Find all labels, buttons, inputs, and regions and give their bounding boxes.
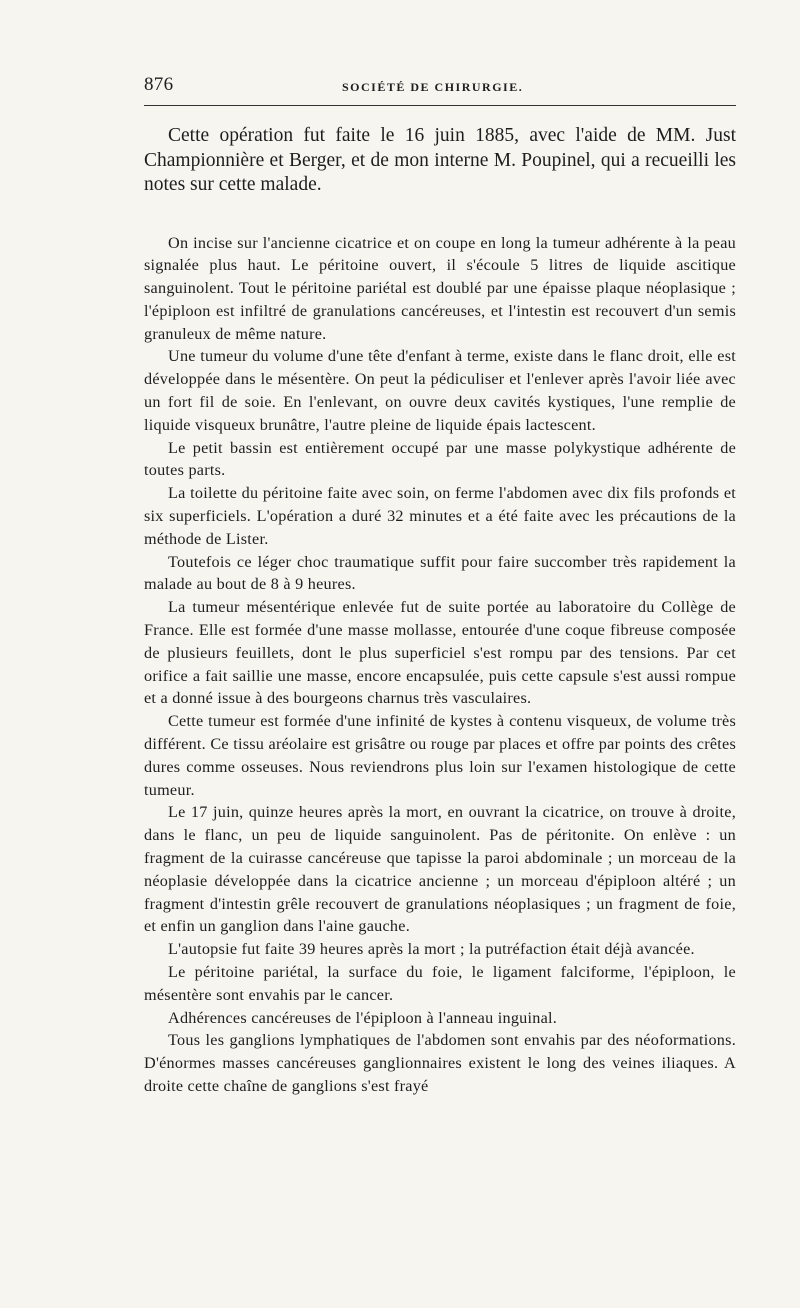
header-rule: [144, 105, 736, 106]
paragraph-8: Le 17 juin, quinze heures après la mort, en ouvrant la cicatrice, on trouve à droite, dans le flanc, un peu de liquide sanguinolent. Pas de péritonite. On enlève : un fragment de la cuirasse cancéreuse que tapisse la paroi abdominale ; un morceau de la néoplasie développée dans la cicatrice ancienne ; un morceau d'épiploon altéré ; un fragment d'intestin grêle recouvert de granulations néoplasiques ; un fragment de foie, et enfin un ganglion dans l'aine gauche.: [144, 803, 736, 936]
paragraph-3: Le petit bassin est entièrement occupé par une masse polykystique adhérente de toutes parts.: [144, 438, 736, 480]
running-head: SOCIÉTÉ DE CHIRURGIE.: [342, 80, 524, 94]
paragraph-6: La tumeur mésentérique enlevée fut de suite portée au laboratoire du Collège de France. Elle est formée d'une masse mollasse, entourée d'une coque fibreuse composée de plusieurs feuillets, dont le plus superficiel s'est rompu par des tensions. Par cet orifice a fait saillie une masse, encore encapsulée, puis cette capsule s'est aussi rompue et a donné issue à des bourgeons charnus très vasculaires.: [144, 598, 736, 708]
paragraph-2: Une tumeur du volume d'une tête d'enfant à terme, existe dans le flanc droit, elle est développée dans le mésentère. On peut la pédiculiser et l'enlever après l'avoir liée avec un fort fil de soie. En l'enlevant, on ouvre deux cavités kystiques, l'une remplie de liquide visqueux brunâtre, l'autre pleine de liquide épais lactescent.: [144, 347, 736, 434]
paragraph-11: Adhérences cancéreuses de l'épiploon à l'anneau inguinal.: [168, 1008, 558, 1027]
lead-paragraph: Cette opération fut faite le 16 juin 1885, avec l'aide de MM. Just Championnière et Berger, et de mon interne M. Poupinel, qui a recueilli les notes sur cette malade.: [144, 125, 736, 195]
paragraph-9: L'autopsie fut faite 39 heures après la mort ; la putréfaction était déjà avancée.: [168, 940, 695, 959]
paragraph-7: Cette tumeur est formée d'une infinité de kystes à contenu visqueux, de volume très différent. Ce tissu aréolaire est grisâtre ou rouge par places et offre par points des crêtes dures comme osseuses. Nous reviendrons plus loin sur l'examen histologique de cette tumeur.: [144, 712, 736, 799]
page-number: 876: [144, 74, 174, 95]
paragraph-5: Toutefois ce léger choc traumatique suffit pour faire succomber très rapidement la malade au bout de 8 à 9 heures.: [144, 552, 736, 594]
section-gap: [144, 198, 736, 232]
paragraph-12: Tous les ganglions lymphatiques de l'abdomen sont envahis par des néoformations. D'énormes masses cancéreuses ganglionnaires existent le long des veines iliaques. A droite cette chaîne de ganglions s'est frayé: [144, 1031, 736, 1095]
page-header: [144, 70, 736, 100]
paragraph-1: On incise sur l'ancienne cicatrice et on coupe en long la tumeur adhérente à la peau signalée plus haut. Le péritoine ouvert, il s'écoule 5 litres de liquide ascitique sanguinolent. Tout le péritoine pariétal est doublé par une épaisse plaque néoplasique ; l'épiploon est infiltré de granulations cancéreuses, et l'intestin est recouvert d'un semis granuleux de même nature.: [144, 233, 736, 343]
paragraph-10: Le péritoine pariétal, la surface du foie, le ligament falciforme, l'épiploon, le mésentère sont envahis par le cancer.: [144, 963, 736, 1004]
paragraph-4: La toilette du péritoine faite avec soin, on ferme l'abdomen avec dix fils profonds et six superficiels. L'opération a duré 32 minutes et a été faite avec les précautions de la méthode de Lister.: [144, 484, 736, 548]
body-text: [144, 124, 736, 1098]
